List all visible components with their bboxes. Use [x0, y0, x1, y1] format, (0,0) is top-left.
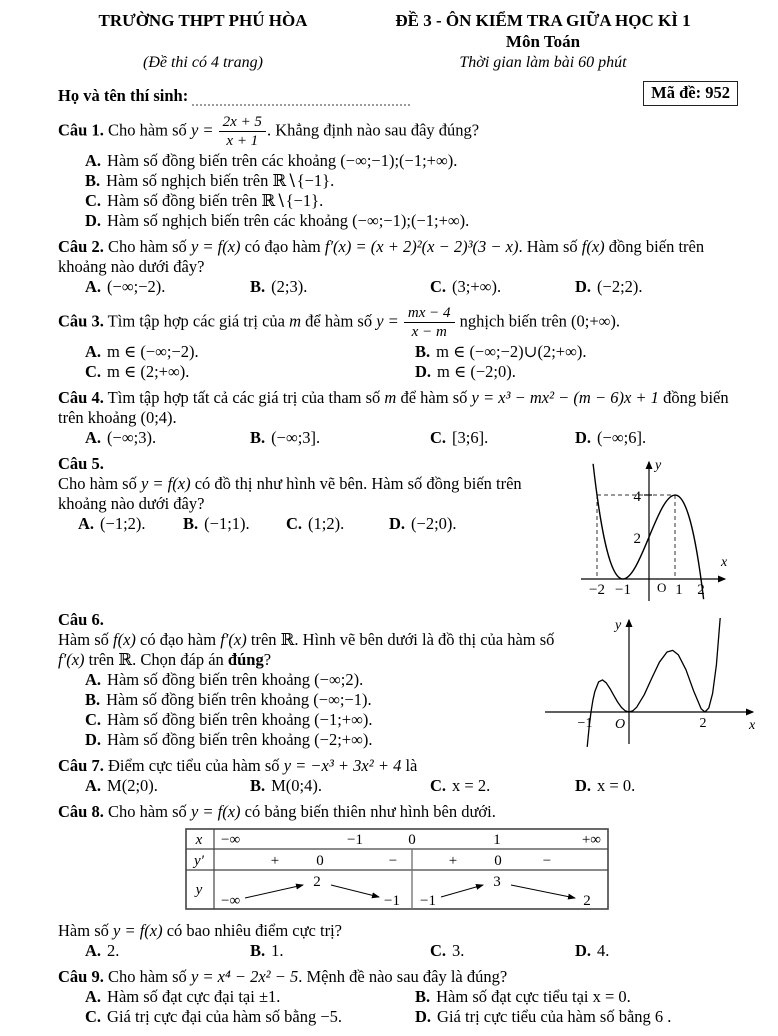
- option-value: Hàm số đạt cực tiểu tại x = 0.: [436, 987, 631, 1006]
- option-letter: C.: [430, 428, 447, 447]
- option-letter: A.: [85, 670, 102, 689]
- option-a: [85, 277, 250, 297]
- x-tick-label-2: 2: [697, 582, 705, 598]
- option-letter: A.: [78, 514, 95, 533]
- dy-sign-3: +: [448, 853, 458, 869]
- question-1-fraction: [219, 114, 266, 149]
- option-c: [430, 428, 575, 448]
- question-8-math-2: y = f(x): [113, 921, 163, 940]
- row-dy-header: y′: [194, 853, 204, 869]
- x-cell-0: −∞: [221, 832, 241, 848]
- option-value: (−∞;3].: [271, 428, 321, 447]
- question-6-text-5: ?: [263, 650, 272, 669]
- variation-table: [185, 828, 609, 912]
- question-3-options: [85, 342, 738, 382]
- option-value: m ∈ (−∞;−2)∪(2;+∞).: [436, 342, 587, 361]
- arrow-down-2: [511, 885, 575, 898]
- question-8: [58, 802, 738, 961]
- x-cell-3: 1: [493, 832, 501, 848]
- option-value: (−1;2).: [100, 514, 146, 533]
- option-c: [85, 362, 415, 382]
- question-3-math: m: [289, 311, 302, 331]
- question-2-options: [85, 277, 738, 297]
- question-7-text: Điểm cực tiểu của hàm số: [103, 756, 284, 775]
- option-value: x = 2.: [452, 776, 491, 795]
- option-letter: C.: [286, 514, 303, 533]
- x-tick-label-2: 2: [699, 716, 707, 731]
- x-tick-label-1: 1: [675, 582, 683, 598]
- question-6-math-2: f′(x): [220, 630, 247, 649]
- option-value: Hàm số đồng biến trên khoảng (−1;+∞).: [107, 710, 373, 729]
- question-5-label: Câu 5.: [58, 454, 104, 473]
- dy-sign-4: 0: [494, 853, 502, 869]
- question-2-text-3: . Hàm số: [518, 237, 582, 256]
- question-4-options: [85, 428, 738, 448]
- option-value: M(2;0).: [107, 776, 158, 795]
- question-1-label: Câu 1.: [58, 120, 104, 140]
- dy-sign-1: 0: [316, 853, 324, 869]
- option-value: Giá trị cực tiểu của hàm số bằng 6 .: [437, 1007, 672, 1026]
- exam-title: ĐỀ 3 - ÔN KIỂM TRA GIỮA HỌC KÌ 1: [395, 11, 691, 30]
- question-6-math-3: f′(x): [58, 650, 85, 669]
- x-cell-1: −1: [347, 832, 363, 848]
- question-7-options: [85, 776, 738, 796]
- question-4-label: Câu 4.: [58, 388, 104, 407]
- y-start: −∞: [221, 893, 241, 909]
- option-letter: D.: [575, 776, 592, 795]
- question-2-text-2: có đạo hàm: [240, 237, 325, 256]
- option-letter: A.: [85, 428, 102, 447]
- question-8-math: y = f(x): [190, 802, 241, 821]
- option-letter: C.: [85, 191, 102, 210]
- arrow-down-1: [331, 885, 379, 897]
- question-6-text: Hàm số: [58, 630, 113, 649]
- option-d: [415, 362, 738, 382]
- question-1-text-2: . Khẳng định nào sau đây đúng?: [266, 120, 480, 140]
- question-8-subquestion: [58, 921, 738, 941]
- arrow-up-1: [245, 885, 303, 898]
- question-8-text-3: Hàm số: [58, 921, 113, 940]
- option-letter: B.: [183, 514, 199, 533]
- option-letter: A.: [85, 987, 102, 1006]
- exam-subject: Môn Toán: [505, 32, 581, 51]
- option-value: 3.: [452, 941, 465, 960]
- option-d: [575, 277, 738, 297]
- option-letter: D.: [575, 941, 592, 960]
- question-4-text: Tìm tập hợp tất cả các giá trị của tham số: [103, 388, 385, 407]
- question-6: [58, 610, 756, 750]
- option-c: [85, 1007, 415, 1027]
- y-end: 2: [583, 893, 591, 909]
- question-4-math-2: y = x³ − mx² − (m − 6)x + 1: [471, 388, 659, 407]
- option-value: [3;6].: [452, 428, 489, 447]
- question-2: [58, 237, 738, 297]
- fraction-numerator: 2x + 5: [219, 114, 266, 132]
- question-8-text-4: có bao nhiêu điểm cực trị?: [162, 921, 342, 940]
- option-letter: A.: [85, 776, 102, 795]
- question-5-math: y = f(x): [140, 474, 191, 493]
- school-name: TRƯỜNG THPT PHÚ HÒA: [98, 11, 308, 30]
- option-value: Hàm số đạt cực đại tại ±1.: [107, 987, 281, 1006]
- option-c: [286, 514, 389, 534]
- question-3-fraction: [404, 305, 455, 340]
- option-letter: D.: [575, 277, 592, 296]
- question-7-math: y = −x³ + 3x² + 4: [283, 756, 402, 775]
- header-right-block: [348, 10, 738, 73]
- x-axis-label: x: [721, 555, 728, 570]
- question-7: [58, 756, 738, 796]
- option-value: m ∈ (−∞;−2).: [107, 342, 199, 361]
- question-2-text-4: đồng biến trên khoảng nào dưới đây?: [58, 237, 705, 276]
- option-letter: C.: [430, 941, 447, 960]
- option-value: (−∞;−2).: [107, 277, 166, 296]
- question-6-text-4: trên ℝ. Chọn đáp án: [84, 650, 228, 669]
- option-b: [183, 514, 286, 534]
- y-after0: −1: [420, 893, 436, 909]
- question-2-math-2: f′(x) = (x + 2)²(x − 2)³(3 − x): [324, 237, 519, 256]
- dy-sign-0: +: [270, 853, 280, 869]
- option-value: Hàm số đồng biến trên ℝ∖{−1}.: [107, 191, 324, 210]
- option-value: (2;3).: [271, 277, 308, 296]
- question-4-text-2: để hàm số: [396, 388, 472, 407]
- question-3-text-3: nghịch biến trên (0;+∞).: [455, 311, 621, 331]
- option-value: m ∈ (−2;0).: [437, 362, 516, 381]
- option-value: 1.: [271, 941, 284, 960]
- question-3-math-2: y =: [376, 311, 403, 331]
- option-d: [415, 1007, 738, 1027]
- option-value: M(0;4).: [271, 776, 323, 795]
- option-value: 4.: [597, 941, 610, 960]
- option-value: Hàm số đồng biến trên khoảng (−∞;−1).: [106, 690, 372, 709]
- option-d: [85, 211, 738, 231]
- option-b: [85, 171, 738, 191]
- question-8-text: Cho hàm số: [103, 802, 191, 821]
- option-d: [575, 428, 738, 448]
- question-1-options: [85, 151, 738, 231]
- x-cell-4: +∞: [581, 832, 601, 848]
- question-6-text-3: trên ℝ. Hình vẽ bên dưới là đồ thị của hàm số: [246, 630, 555, 649]
- question-9-text: Cho hàm số: [103, 967, 191, 986]
- option-d: [575, 941, 738, 961]
- option-value: (−∞;6].: [597, 428, 647, 447]
- y-peak2: 3: [493, 874, 501, 890]
- y-tick-label-2: 2: [633, 531, 641, 547]
- question-3-label: Câu 3.: [58, 311, 104, 331]
- option-letter: D.: [389, 514, 406, 533]
- question-4-headline: [58, 388, 738, 428]
- x-cell-2: 0: [408, 832, 416, 848]
- origin-label: O: [615, 717, 626, 732]
- question-6-headline: [58, 630, 558, 670]
- option-b: [415, 987, 738, 1007]
- option-a: [85, 987, 415, 1007]
- option-value: Hàm số đồng biến trên khoảng (−∞;2).: [107, 670, 364, 689]
- question-3: [58, 303, 738, 382]
- question-5-headline: [58, 474, 573, 514]
- candidate-name-label: Họ và tên thí sinh:: [58, 86, 189, 105]
- option-value: Hàm số đồng biến trên các khoảng (−∞;−1);(−1;+∞).: [107, 151, 458, 170]
- dy-sign-2: −: [388, 853, 398, 869]
- question-4: [58, 388, 738, 448]
- option-a: [85, 941, 250, 961]
- question-1-math: y =: [190, 120, 218, 140]
- option-value: Hàm số đồng biến trên khoảng (−2;+∞).: [107, 730, 373, 749]
- option-letter: C.: [85, 710, 102, 729]
- fraction-denominator: x + 1: [226, 133, 259, 149]
- question-3-text: Tìm tập hợp các giá trị của: [103, 311, 290, 331]
- question-9-text-2: . Mệnh đề nào sau đây là đúng?: [298, 967, 508, 986]
- question-9-options: [85, 987, 738, 1027]
- question-9: [58, 967, 738, 1027]
- y-valley1: −1: [384, 893, 400, 909]
- option-value: (−1;1).: [204, 514, 250, 533]
- option-c: [430, 941, 575, 961]
- pages-note: (Đề thi có 4 trang): [143, 54, 263, 71]
- question-5-text: Cho hàm số: [58, 474, 141, 493]
- option-value: x = 0.: [597, 776, 636, 795]
- option-value: (−2;0).: [411, 514, 457, 533]
- question-5: [58, 454, 738, 604]
- question-2-math-3: f(x): [581, 237, 605, 256]
- option-letter: B.: [415, 342, 431, 361]
- option-value: Hàm số nghịch biến trên các khoảng (−∞;−1);(−1;+∞).: [107, 211, 470, 230]
- option-c: [430, 776, 575, 796]
- y-axis-label: y: [615, 618, 622, 633]
- option-value: (−2;2).: [597, 277, 643, 296]
- option-letter: D.: [575, 428, 592, 447]
- question-8-headline: [58, 802, 738, 822]
- question-2-text: Cho hàm số: [103, 237, 191, 256]
- option-letter: D.: [85, 211, 102, 230]
- option-letter: B.: [250, 277, 266, 296]
- row-y-header: y: [195, 882, 203, 898]
- option-letter: B.: [250, 428, 266, 447]
- dy-sign-5: −: [542, 853, 552, 869]
- option-letter: C.: [85, 362, 102, 381]
- option-b: [250, 776, 430, 796]
- option-value: (−∞;3).: [107, 428, 157, 447]
- question-4-text-3: đồng biến trên khoảng (0;4).: [58, 388, 729, 427]
- question-3-text-2: để hàm số: [301, 311, 377, 331]
- question-2-headline: [58, 237, 738, 277]
- question-2-math: y = f(x): [190, 237, 241, 256]
- option-a: [85, 151, 738, 171]
- question-1-headline: [58, 112, 738, 151]
- row-x-header: x: [195, 832, 203, 848]
- exam-duration: Thời gian làm bài 60 phút: [459, 54, 627, 71]
- question-6-label: Câu 6.: [58, 610, 104, 629]
- option-value: (1;2).: [308, 514, 345, 533]
- option-a: [85, 342, 415, 362]
- header-gap: [58, 31, 348, 52]
- option-value: Giá trị cực đại của hàm số bằng −5.: [107, 1007, 343, 1026]
- x-tick-label-m1: −1: [615, 582, 631, 598]
- option-letter: A.: [85, 941, 102, 960]
- x-tick-label-m2: −2: [589, 582, 605, 598]
- option-letter: B.: [85, 690, 101, 709]
- fraction-denominator: x − m: [411, 324, 447, 340]
- question-5-text-2: có đồ thị như hình vẽ bên. Hàm số đồng biến trên khoảng nào dưới đây?: [58, 474, 522, 513]
- option-letter: D.: [415, 362, 432, 381]
- question-4-math: m: [384, 388, 397, 407]
- option-letter: A.: [85, 342, 102, 361]
- y-tick-label-4: 4: [633, 489, 641, 505]
- question-8-label: Câu 8.: [58, 802, 104, 821]
- option-c: [85, 191, 738, 211]
- option-a: [78, 514, 183, 534]
- option-a: [85, 776, 250, 796]
- option-letter: B.: [85, 171, 101, 190]
- question-7-text-2: là: [401, 756, 418, 775]
- question-8-options: [85, 941, 738, 961]
- fraction-numerator: mx − 4: [404, 305, 455, 323]
- variation-table-wrap: [185, 828, 738, 917]
- option-b: [250, 277, 430, 297]
- option-value: (3;+∞).: [452, 277, 502, 296]
- question-6-text-2: có đạo hàm: [135, 630, 221, 649]
- y-axis-label: y: [655, 458, 662, 473]
- question-1-text: Cho hàm số: [103, 120, 191, 140]
- option-c: [430, 277, 575, 297]
- option-letter: C.: [430, 776, 447, 795]
- option-a: [85, 428, 250, 448]
- option-letter: D.: [415, 1007, 432, 1026]
- option-b: [250, 941, 430, 961]
- option-letter: B.: [250, 776, 266, 795]
- question-6-bold-word: đúng: [227, 650, 264, 669]
- question-2-label: Câu 2.: [58, 237, 104, 256]
- name-fill-line: [192, 90, 410, 106]
- y-peak1: 2: [313, 874, 321, 890]
- option-letter: A.: [85, 277, 102, 296]
- question-9-math: y = x⁴ − 2x² − 5: [190, 967, 299, 986]
- option-letter: B.: [415, 987, 431, 1006]
- question-7-headline: [58, 756, 738, 776]
- option-d: [575, 776, 738, 796]
- arrow-up-2: [441, 885, 483, 897]
- option-letter: C.: [85, 1007, 102, 1026]
- option-value: 2.: [107, 941, 120, 960]
- question-3-headline: [58, 303, 738, 342]
- question-7-label: Câu 7.: [58, 756, 104, 775]
- question-8-text-2: có bảng biến thiên như hình bên dưới.: [240, 802, 496, 821]
- header-left-block: [58, 10, 348, 73]
- q6-derivative-graph: [541, 612, 763, 748]
- x-axis-label: x: [749, 718, 756, 733]
- question-6-math: f(x): [113, 630, 136, 649]
- option-letter: A.: [85, 151, 102, 170]
- q5-function-graph: [573, 454, 735, 604]
- exam-code-badge: Mã đề: 952: [643, 81, 738, 106]
- option-letter: C.: [430, 277, 447, 296]
- x-tick-label-m1: −1: [577, 716, 593, 731]
- candidate-name-row: [58, 80, 738, 106]
- question-9-headline: [58, 967, 738, 987]
- question-1: [58, 112, 738, 231]
- question-9-label: Câu 9.: [58, 967, 104, 986]
- option-value: m ∈ (2;+∞).: [107, 362, 190, 381]
- option-letter: D.: [85, 730, 102, 749]
- origin-label: O: [657, 580, 667, 595]
- option-b: [250, 428, 430, 448]
- exam-header: [58, 10, 738, 73]
- option-value: Hàm số nghịch biến trên ℝ∖{−1}.: [106, 171, 335, 190]
- option-letter: B.: [250, 941, 266, 960]
- option-b: [415, 342, 738, 362]
